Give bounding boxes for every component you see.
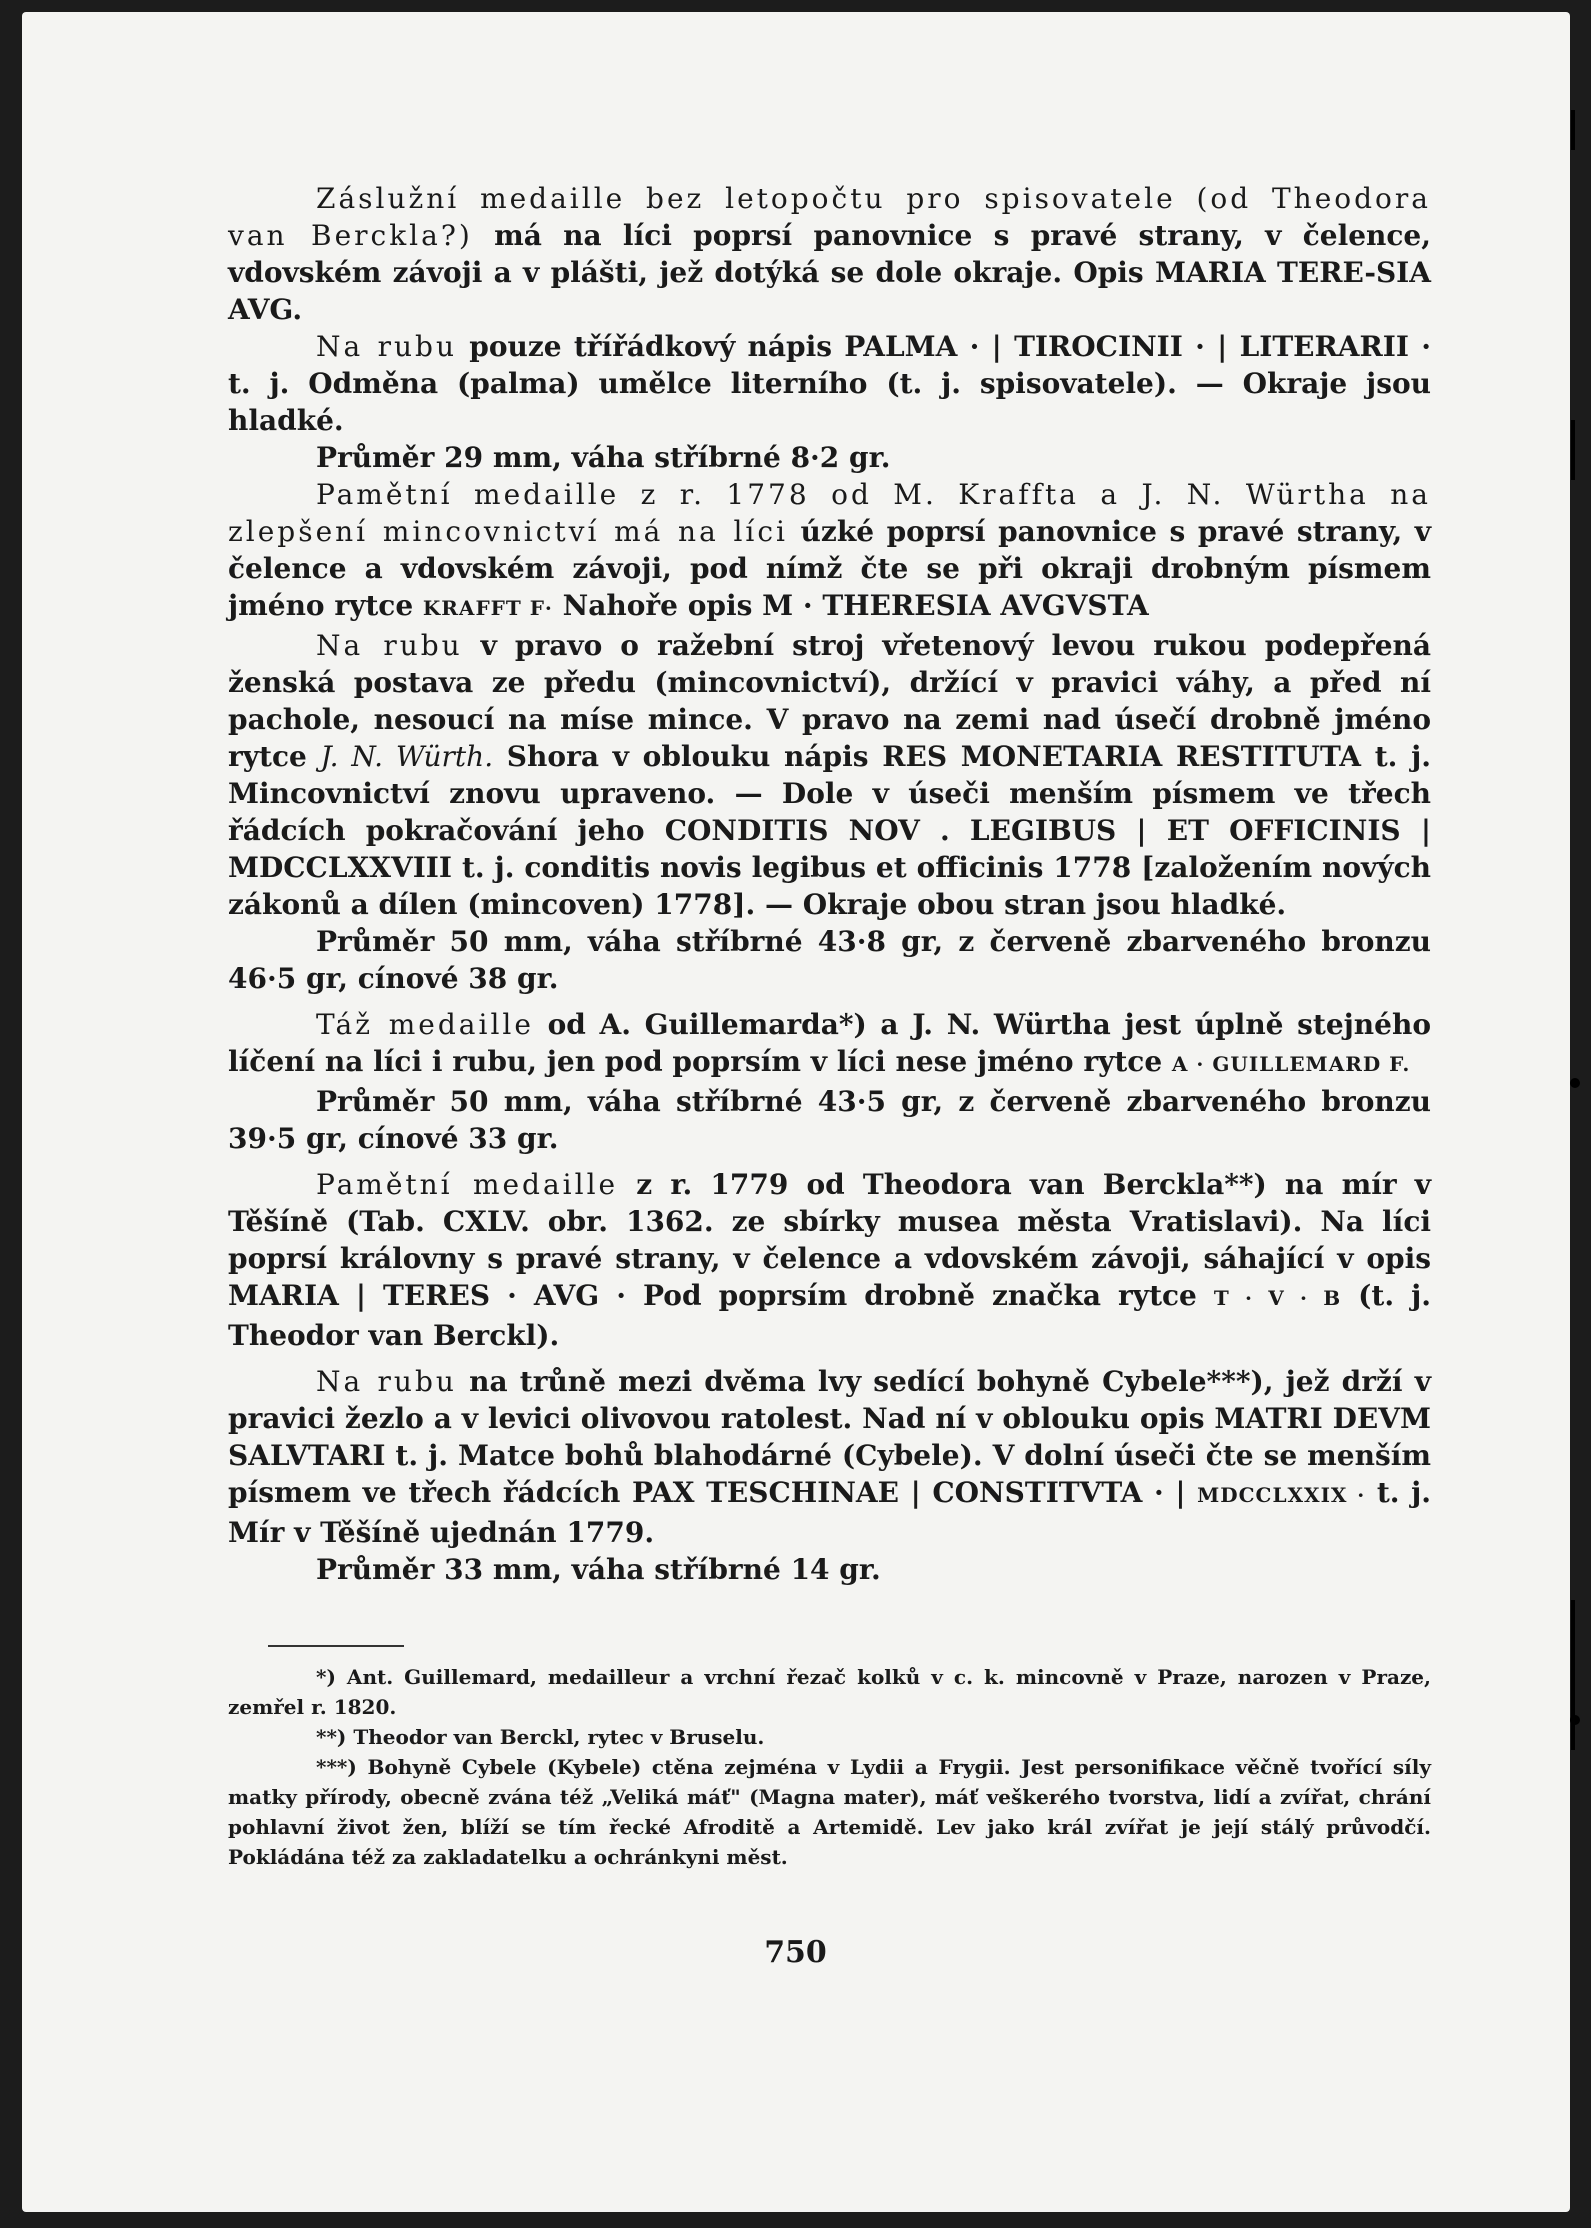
paragraph-text: úzké poprsí panovnice s pravé strany, v čelence a vdovském závoji, pod nímž čte se při okraji drobným písmem jméno rytce: [228, 515, 1432, 622]
paragraph-text: Průměr 29 mm, váha stříbrné 8·2 gr.: [316, 441, 891, 474]
scan-edge: [1570, 0, 1591, 2228]
paragraph-lead: Na rubu: [316, 330, 457, 363]
paragraph-text: Průměr 50 mm, váha stříbrné 43·5 gr, z červeně zbarveného bronzu 39·5 gr, cínové 33 gr.: [228, 1085, 1431, 1155]
paragraph: [228, 1363, 1431, 1551]
footnote: ***) Bohyně Cybele (Kybele) ctěna zejména v Lydii a Frygii. Jest personifikace věčně tvořící síly matky přírody, obecně zvána též „Veliká máť" (Magna mater), máť veškerého tvorstva, lidí a zvířat, chrání pohlavní život žen, blíží se tím řecké Afroditě a Artemidě. Lev jako král zvířat je její stálý průvodčí. Pokládána též za zakladatelku a ochránkyni měst.: [228, 1755, 1431, 1869]
paragraph-text: na trůně mezi dvěma lvy sedící bohyně Cybele***), jež drží v pravici žezlo a v levici olivovou ratolest. Nad ní v oblouku opis MATRI DEVM SALVTARI t. j. Matce bohů blahodárné (Cybele). V dolní úseči čte se menším písmem ve třech řádcích PAX TESCHINAE | CONSTITVTA · |: [228, 1365, 1431, 1509]
scan-mark: [1571, 420, 1575, 480]
paragraph-lead: Táž medaille: [316, 1008, 534, 1041]
paragraph: [228, 923, 1431, 997]
paragraph: [228, 439, 1431, 476]
engraver-mark: KRAFFT F·: [422, 596, 553, 620]
scan-mark: [1571, 110, 1575, 150]
paragraph-text: Průměr 50 mm, váha stříbrné 43·8 gr, z červeně zbarveného bronzu 46·5 gr, cínové 38 gr.: [228, 925, 1431, 995]
page-number: 750: [764, 1935, 827, 1970]
paragraph-text: (t. j. Theodor van Berckl).: [228, 1279, 1431, 1352]
paragraph-lead: Záslužní medaille bez letopočtu pro spisovatele (od Theodora van Berckla?): [228, 182, 1431, 252]
paragraph: [228, 1551, 1431, 1588]
footnote: **) Theodor van Berckl, rytec v Bruselu.: [316, 1725, 765, 1749]
engraver-mark: T · V · B: [1213, 1286, 1342, 1310]
footnote: *) Ant. Guillemard, medailleur a vrchní řezač kolků v c. k. mincovně v Praze, narozen v Praze, zemřel r. 1820.: [228, 1665, 1431, 1719]
paragraph-lead: Pamětní medaille z r. 1778 od M. Kraffta a J. N. Würtha na zlepšení mincovnictví má na líci: [228, 478, 1431, 548]
paragraph-lead: Na rubu: [316, 629, 463, 662]
engraver-signature: J. N. Würth.: [320, 740, 494, 773]
scan-mark: [1570, 1715, 1580, 1725]
paragraph: [228, 1166, 1431, 1354]
main-text: [228, 180, 1431, 1588]
scan-mark: [1571, 1600, 1575, 1750]
scan-mark: [1570, 1078, 1580, 1088]
paragraph-text: od A. Guillemarda*) a J. N. Würtha jest úplně stejného líčení na líci i rubu, jen pod poprsím v líci nese jméno rytce: [228, 1008, 1431, 1078]
paragraph-text: t. j. Mír v Těšíně ujednán 1779.: [228, 1476, 1432, 1549]
engraver-mark: A · GUILLEMARD F.: [1171, 1052, 1411, 1076]
paragraph-text: Nahoře opis M · THERESIA AVGVSTA: [552, 589, 1149, 622]
paragraph-text: Průměr 33 mm, váha stříbrné 14 gr.: [316, 1553, 881, 1586]
paragraph-text: pouze třířádkový nápis PALMA · | TIROCINII · | LITERARII · t. j. Odměna (palma) umělce literního (t. j. spisovatele). — Okraje jsou hladké.: [228, 330, 1431, 437]
paragraph-text: z r. 1779 od Theodora van Berckla**) na mír v Těšíně (Tab. CXLV. obr. 1362. ze sbírky musea města Vratislavi). Na líci poprsí královny s pravé strany, v čelence a vdovském závoji, sáhající v opis MARIA | TERES · AVG · Pod poprsím drobně značka rytce: [228, 1168, 1432, 1312]
engraver-mark: MDCCLXXIX ·: [1197, 1483, 1366, 1507]
paragraph-text: v pravo o ražební stroj vřetenový levou rukou podepřená ženská postava ze předu (mincovnictví), držící v pravici váhy, a před ní pachole, nesoucí na míse mince. V pravo na zemi nad úsečí drobně jméno rytce: [228, 629, 1432, 773]
paragraph: [228, 627, 1431, 923]
paragraph: [228, 328, 1431, 439]
paragraph: [228, 476, 1431, 627]
paragraph: [228, 180, 1431, 328]
paragraph: [228, 1006, 1431, 1083]
paragraph-lead: Na rubu: [316, 1365, 457, 1398]
footnote-rule: [268, 1645, 404, 1647]
paragraph: [228, 1083, 1431, 1157]
paragraph-text: má na líci poprsí panovnice s pravé strany, v čelence, vdovském závoji a v plášti, jež dotýká se dole okraje. Opis MARIA TERE-SIA AVG.: [228, 219, 1431, 326]
paragraph-lead: Pamětní medaille: [316, 1168, 619, 1201]
footnotes: [228, 1662, 1431, 1872]
paragraph-text: Shora v oblouku nápis RES MONETARIA RESTITUTA t. j. Mincovnictví znovu upraveno. — Dole v úseči menším písmem ve třech řádcích pokračování jeho CONDITIS NOV . LEGIBUS | ET OFFICINIS | MDCCLXXVIII t. j. conditis novis legibus et officinis 1778 [založením nových zákonů a dílen (mincoven) 1778]. — Okraje obou stran jsou hladké.: [228, 740, 1431, 921]
